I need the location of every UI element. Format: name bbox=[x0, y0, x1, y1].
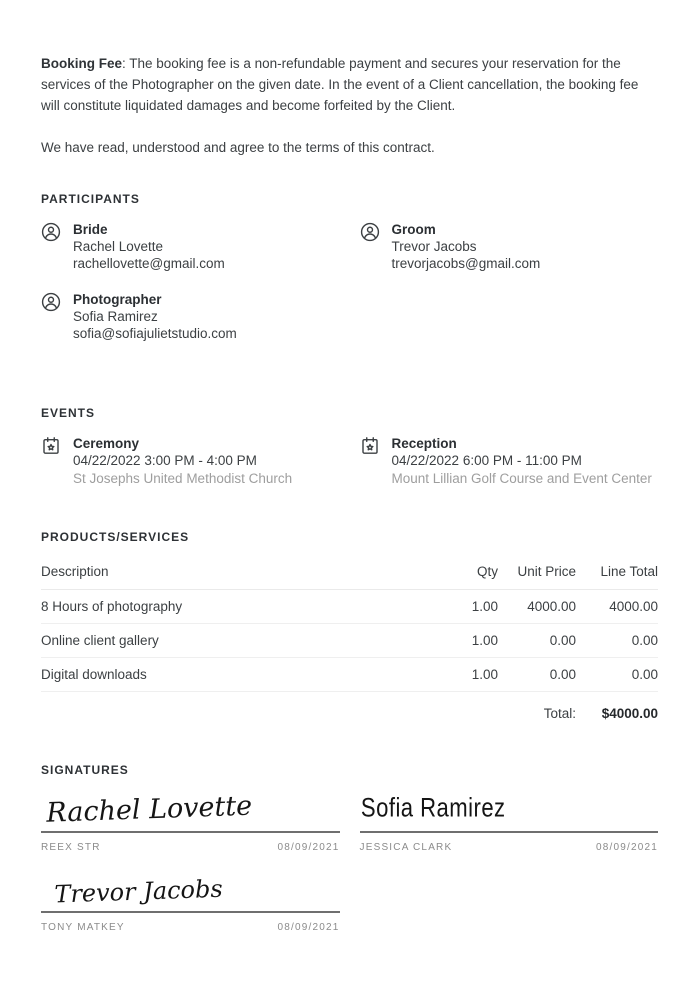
signatures-heading: SIGNATURES bbox=[41, 762, 129, 777]
participant-card-groom bbox=[360, 221, 659, 273]
event-location: Mount Lillian Golf Course and Event Center bbox=[391, 470, 652, 486]
event-card-reception bbox=[360, 435, 659, 487]
table-header-row bbox=[41, 556, 658, 590]
participant-name: Rachel Lovette bbox=[73, 239, 164, 255]
participant-email: trevorjacobs@gmail.com bbox=[391, 256, 541, 272]
table-row bbox=[41, 657, 658, 691]
participant-role: Bride bbox=[73, 222, 108, 237]
signature-meta bbox=[360, 842, 659, 853]
total-spacer bbox=[436, 691, 498, 730]
event-location: St Josephs United Methodist Church bbox=[73, 470, 293, 486]
signature-handwriting: Sofia Ramirez bbox=[360, 792, 506, 823]
column-header-line-total: Line Total bbox=[576, 556, 658, 590]
calendar-star-icon bbox=[41, 436, 61, 456]
grid-filler bbox=[360, 291, 659, 343]
table-row bbox=[41, 623, 658, 657]
table-row bbox=[41, 589, 658, 623]
participant-role: Groom bbox=[391, 222, 436, 237]
total-row bbox=[41, 691, 658, 730]
signature-date: 08/09/2021 bbox=[595, 841, 658, 853]
total-label: Total: bbox=[543, 705, 576, 721]
events-heading: EVENTS bbox=[41, 406, 96, 421]
signature-meta bbox=[41, 842, 340, 853]
cell-qty: 1.00 bbox=[436, 623, 498, 657]
signatures-grid bbox=[41, 789, 658, 933]
event-datetime: 04/22/2022 3:00 PM - 4:00 PM bbox=[73, 453, 257, 469]
cell-line-total: 0.00 bbox=[576, 657, 658, 691]
signature-block-groom bbox=[41, 869, 340, 933]
agreement-paragraph: We have read, understood and agree to the terms of this contract. bbox=[41, 140, 435, 155]
participants-grid bbox=[41, 221, 658, 342]
cell-qty: 1.00 bbox=[436, 589, 498, 623]
participant-name: Sofia Ramirez bbox=[73, 308, 158, 324]
participant-email: rachellovette@gmail.com bbox=[73, 256, 225, 272]
booking-fee-label: Booking Fee bbox=[41, 56, 123, 71]
grid-filler bbox=[360, 869, 659, 933]
cell-line-total: 4000.00 bbox=[576, 589, 658, 623]
signature-line bbox=[360, 831, 659, 833]
signature-meta bbox=[41, 922, 340, 933]
participant-name: Trevor Jacobs bbox=[391, 239, 477, 255]
calendar-star-icon bbox=[360, 436, 380, 456]
participants-heading: PARTICIPANTS bbox=[41, 192, 140, 206]
signature-handwriting: Trevor Jacobs bbox=[53, 874, 224, 909]
total-value: $4000.00 bbox=[601, 705, 658, 721]
signature-area bbox=[41, 789, 340, 831]
column-header-qty: Qty bbox=[436, 556, 498, 590]
cell-description: Online client gallery bbox=[41, 623, 436, 657]
products-table bbox=[41, 556, 658, 730]
cell-unit-price: 4000.00 bbox=[498, 589, 576, 623]
signature-handwriting: Rachel Lovette bbox=[45, 790, 253, 829]
signature-line bbox=[41, 831, 340, 833]
signature-area bbox=[360, 789, 659, 831]
signature-line bbox=[41, 911, 340, 913]
event-datetime: 04/22/2022 6:00 PM - 11:00 PM bbox=[391, 453, 582, 469]
products-heading: PRODUCTS/SERVICES bbox=[41, 529, 190, 544]
cell-qty: 1.00 bbox=[436, 657, 498, 691]
event-title: Reception bbox=[391, 436, 457, 452]
participant-card-photographer bbox=[41, 291, 340, 343]
signature-block-photographer bbox=[360, 789, 659, 853]
signer-name: REEX STR bbox=[41, 841, 101, 853]
column-header-description: Description bbox=[41, 556, 436, 590]
signature-date: 08/09/2021 bbox=[277, 841, 340, 853]
signature-date: 08/09/2021 bbox=[277, 921, 340, 933]
event-card-ceremony bbox=[41, 435, 340, 487]
cell-description: 8 Hours of photography bbox=[41, 589, 436, 623]
booking-fee-text: : The booking fee is a non-refundable payment and secures your reservation for the services of the Photographer on the given date. In the event of a Client cancellation, the booking fee will constitute liquidated damages and become forfeited by the Client. bbox=[41, 56, 639, 113]
participant-email: sofia@sofiajulietstudio.com bbox=[73, 326, 237, 342]
participant-role: Photographer bbox=[73, 291, 162, 307]
events-grid bbox=[41, 435, 658, 487]
participant-card-bride bbox=[41, 221, 340, 273]
event-title: Ceremony bbox=[73, 436, 140, 452]
column-header-unit-price: Unit Price bbox=[498, 556, 576, 590]
cell-description: Digital downloads bbox=[41, 657, 436, 691]
cell-unit-price: 0.00 bbox=[498, 623, 576, 657]
person-circle-icon bbox=[41, 292, 61, 312]
cell-unit-price: 0.00 bbox=[498, 657, 576, 691]
total-spacer bbox=[41, 691, 436, 730]
signer-name: TONY MATKEY bbox=[41, 921, 125, 933]
signature-block-bride bbox=[41, 789, 340, 853]
booking-fee-paragraph bbox=[41, 53, 658, 116]
signer-name: JESSICA CLARK bbox=[359, 841, 453, 853]
person-circle-icon bbox=[360, 222, 380, 242]
person-circle-icon bbox=[41, 222, 61, 242]
cell-line-total: 0.00 bbox=[576, 623, 658, 657]
